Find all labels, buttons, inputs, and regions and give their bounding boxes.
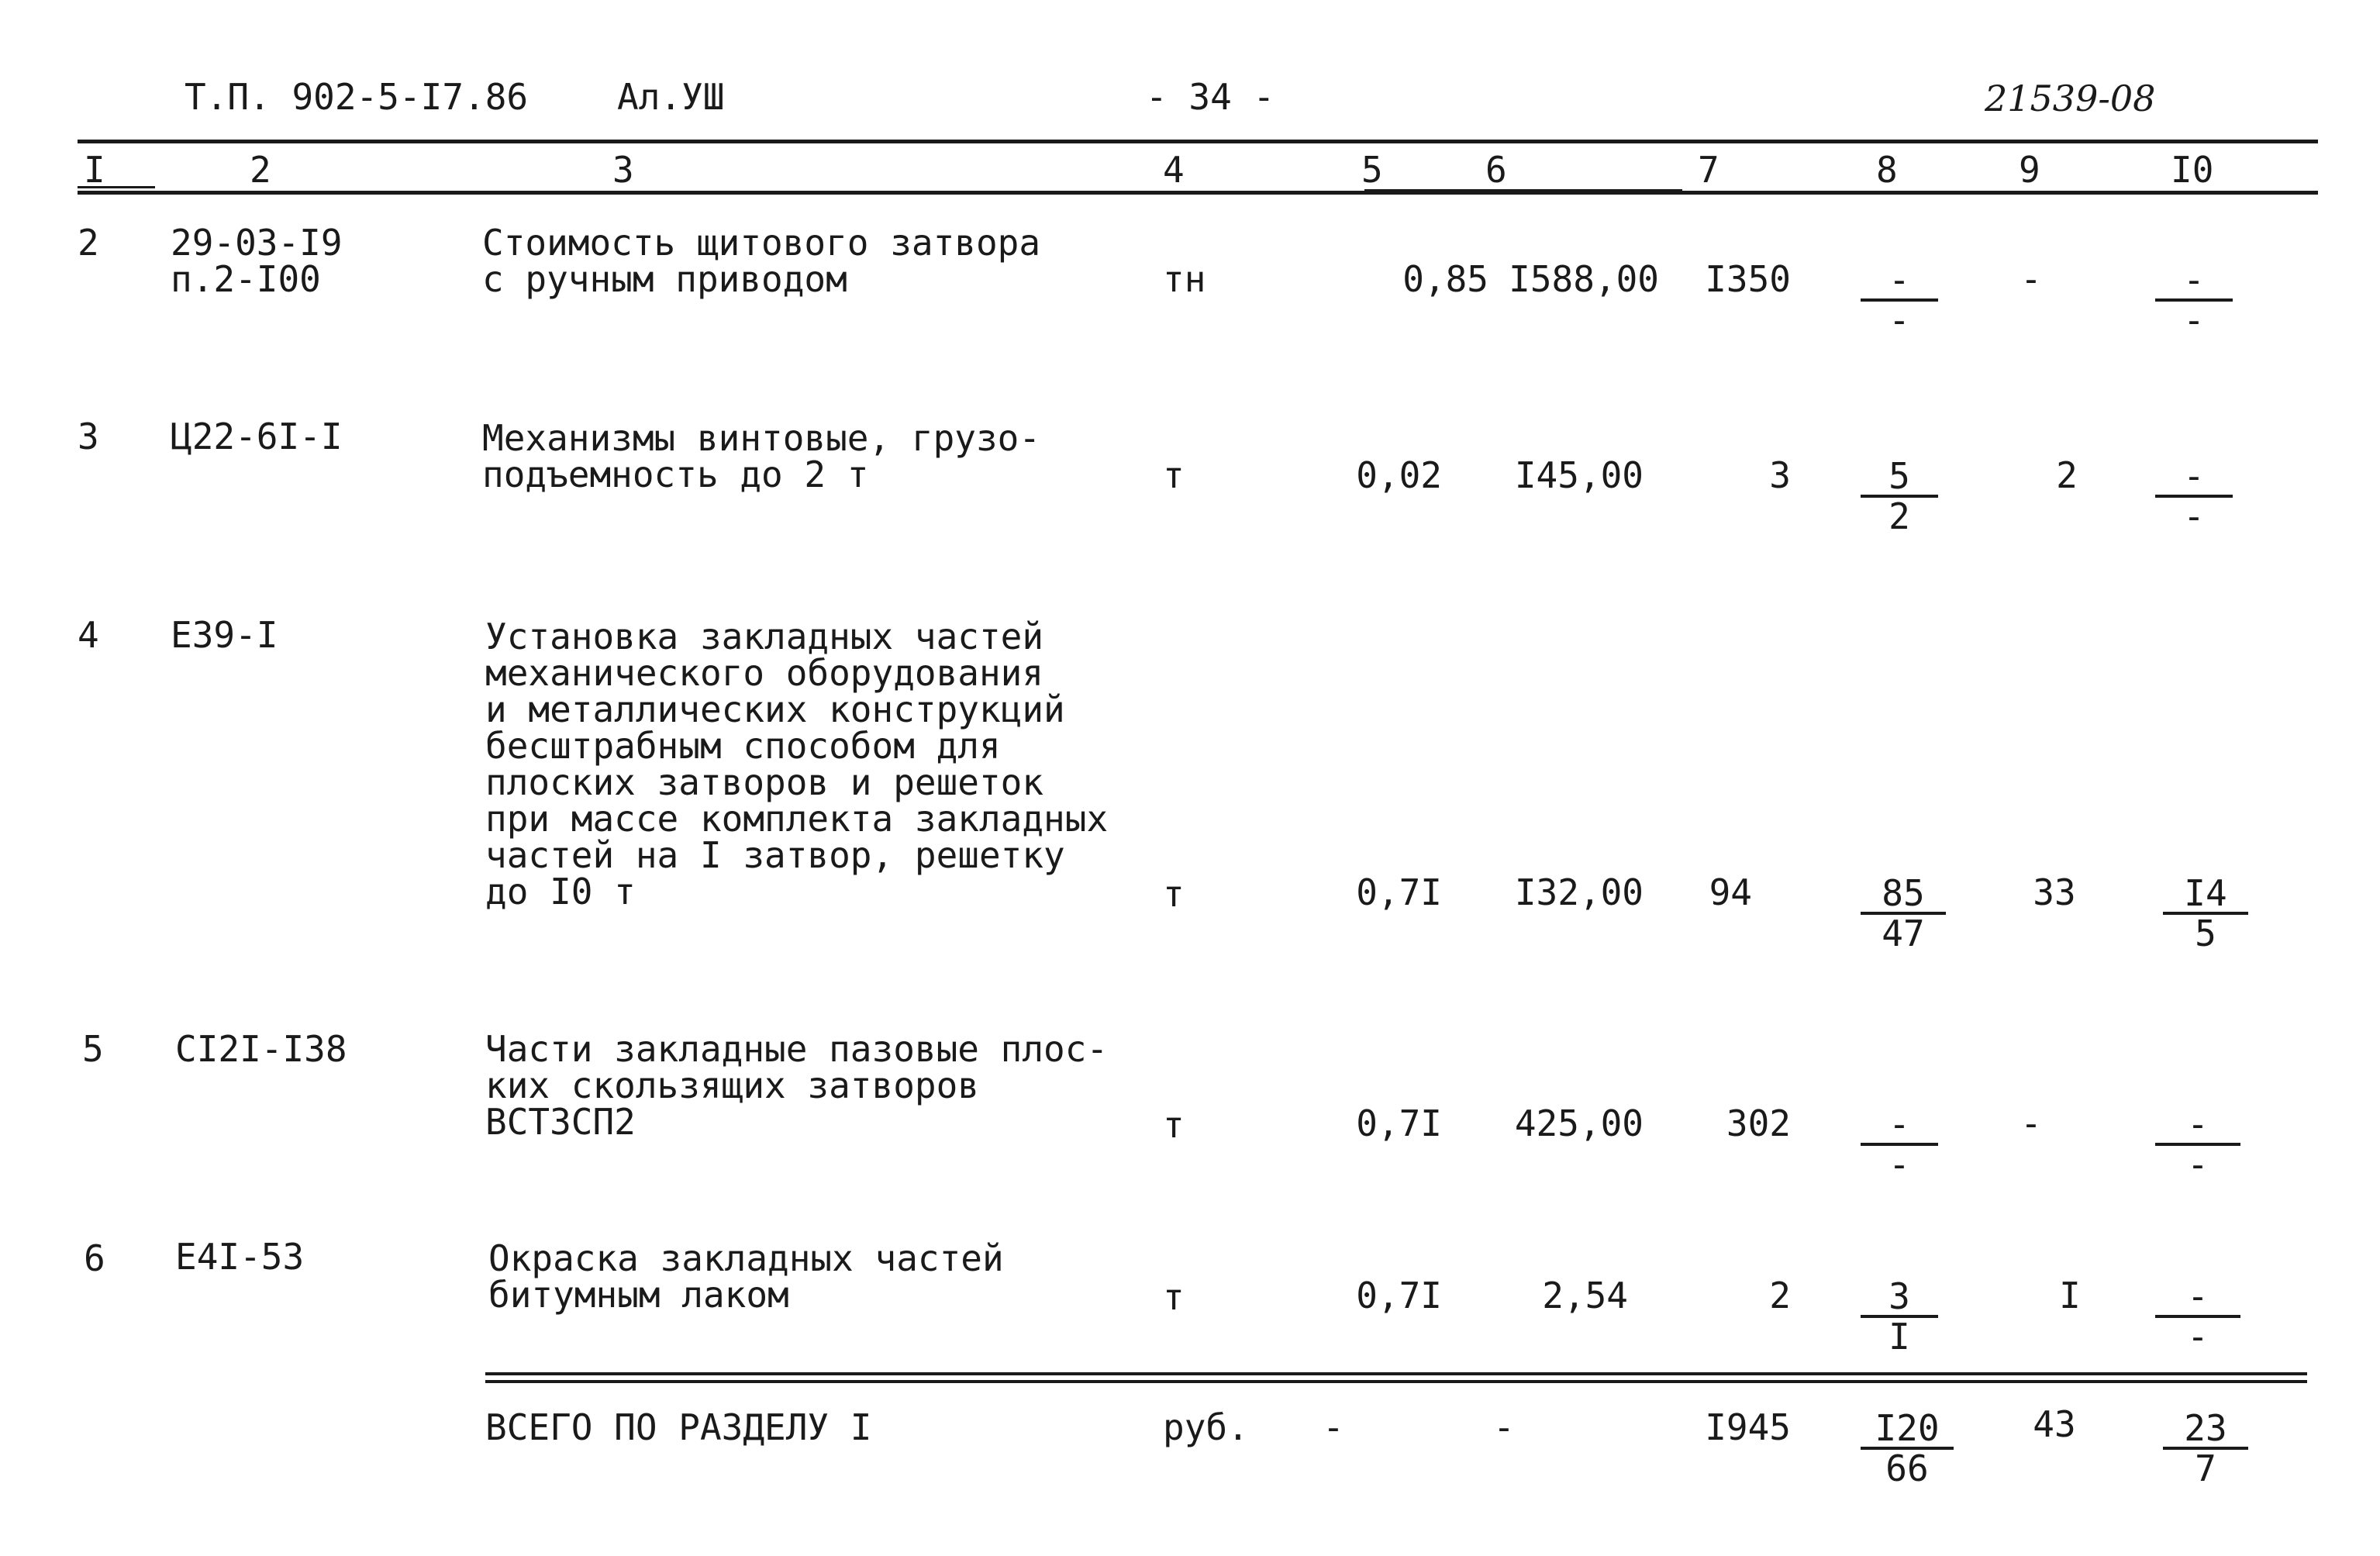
col10-fraction xyxy=(2155,261,2233,339)
row-number: 4 xyxy=(78,614,99,656)
fraction-denominator: 2 xyxy=(1888,495,1910,537)
fraction-denominator: - xyxy=(2183,299,2205,341)
total-separator-rule xyxy=(485,1380,2307,1383)
fraction-numerator: - xyxy=(1861,1106,1938,1146)
row-number: 3 xyxy=(78,416,99,457)
fraction-numerator: I4 xyxy=(2163,875,2248,915)
rate-code: Ц22-6I-I xyxy=(171,416,343,457)
item-description: ких скользящих затворов xyxy=(485,1064,979,1106)
quantity: 0,85 xyxy=(1402,258,1488,300)
col10-fraction xyxy=(2155,457,2233,535)
col8-fraction xyxy=(1861,1275,1938,1358)
fraction-denominator: - xyxy=(2187,1144,2209,1185)
item-description: при массе комплекта закладных xyxy=(485,798,1109,840)
unit: т xyxy=(1163,454,1185,496)
fraction-numerator: I20 xyxy=(1861,1409,1954,1450)
fraction-numerator: 23 xyxy=(2163,1409,2248,1450)
fraction-denominator: 66 xyxy=(1885,1447,1929,1489)
column-number: 9 xyxy=(2019,149,2040,191)
col9-value: 33 xyxy=(2033,871,2076,913)
item-description: Механизмы винтовые, грузо- xyxy=(482,417,1041,459)
rate-code: 29-03-I9 xyxy=(171,222,343,264)
col8-fraction xyxy=(1861,1409,1954,1487)
column-number: 6 xyxy=(1485,149,1507,191)
fraction-denominator: 7 xyxy=(2195,1447,2216,1489)
fraction-numerator: - xyxy=(2155,1278,2240,1318)
item-description: механического оборудования xyxy=(485,652,1044,694)
fraction-numerator: 3 xyxy=(1861,1278,1938,1318)
fraction-denominator: 5 xyxy=(2195,913,2216,954)
col8-fraction xyxy=(1861,261,1938,339)
unit-price: 2,54 xyxy=(1542,1275,1628,1316)
column-number: I xyxy=(84,149,105,191)
fraction-denominator: - xyxy=(2187,1316,2209,1358)
column-number: 8 xyxy=(1876,149,1898,191)
fraction-denominator: 47 xyxy=(1882,913,1925,954)
fraction-numerator: - xyxy=(1861,261,1938,302)
quantity: 0,7I xyxy=(1356,1275,1442,1316)
document-code: Т.П. 902-5-I7.86 xyxy=(185,76,529,118)
unit: т xyxy=(1163,1104,1185,1146)
column-number: 5 xyxy=(1361,149,1383,191)
col-6-underline xyxy=(1364,189,1682,191)
fraction-denominator: I xyxy=(1888,1316,1910,1358)
item-description: Части закладные пазовые плос- xyxy=(485,1028,1109,1070)
rate-code: п.2-I00 xyxy=(171,258,321,300)
column-number: 7 xyxy=(1698,149,1719,191)
column-number: 4 xyxy=(1163,149,1185,191)
total-cost: 3 xyxy=(1769,454,1791,496)
item-description: с ручным приводом xyxy=(482,258,847,300)
total-unit: руб. xyxy=(1163,1406,1249,1448)
rate-code: СI2I-I38 xyxy=(175,1028,347,1070)
item-description: битумным лаком xyxy=(488,1274,789,1316)
item-description: до I0 т xyxy=(485,871,636,913)
fraction-denominator: - xyxy=(1888,299,1910,341)
fraction-numerator: - xyxy=(2155,457,2233,498)
item-description: Стоимость щитового затвора xyxy=(482,222,1041,264)
unit: тн xyxy=(1163,258,1206,300)
total-cost: 2 xyxy=(1769,1275,1791,1316)
total-cost: 302 xyxy=(1726,1102,1791,1144)
col9-value: - xyxy=(2020,1102,2042,1144)
col10-fraction xyxy=(2155,1275,2240,1358)
unit-price: I32,00 xyxy=(1514,871,1644,913)
item-description: плоских затворов и решеток xyxy=(485,761,1044,803)
rate-code: Е39-I xyxy=(171,614,278,656)
quantity: 0,7I xyxy=(1356,871,1442,913)
fraction-denominator: - xyxy=(1888,1144,1910,1185)
col9-value: 43 xyxy=(2033,1403,2076,1445)
column-number: 3 xyxy=(612,149,634,191)
total-separator-rule xyxy=(485,1372,2307,1375)
quantity: 0,02 xyxy=(1356,454,1442,496)
rate-code: Е4I-53 xyxy=(175,1236,305,1278)
total-quantity: - xyxy=(1323,1406,1344,1448)
item-description: частей на I затвор, решетку xyxy=(485,834,1065,876)
fraction-numerator: 85 xyxy=(1861,875,1946,915)
fraction-numerator: 5 xyxy=(1861,457,1938,498)
total-cost: 94 xyxy=(1709,871,1752,913)
unit-price: I588,00 xyxy=(1509,258,1659,300)
unit: т xyxy=(1163,1276,1185,1318)
header-top-rule xyxy=(78,140,2318,143)
fraction-numerator: - xyxy=(2155,261,2233,302)
row-number: 6 xyxy=(84,1237,105,1279)
total-cost: I350 xyxy=(1705,258,1791,300)
unit-price: I45,00 xyxy=(1514,454,1644,496)
fraction-numerator: - xyxy=(2155,1106,2240,1146)
col8-fraction xyxy=(1861,457,1938,535)
col10-fraction xyxy=(2163,872,2248,954)
row-number: 5 xyxy=(82,1028,104,1070)
registration-number: 21539-08 xyxy=(1985,78,2156,119)
unit-price: 425,00 xyxy=(1514,1102,1644,1144)
item-description: бесштрабным способом для xyxy=(485,725,1001,767)
column-number: I0 xyxy=(2171,149,2214,191)
col8-fraction xyxy=(1861,872,1946,954)
item-description: и металлических конструкций xyxy=(485,688,1065,730)
unit: т xyxy=(1163,873,1185,915)
item-description: Окраска закладных частей xyxy=(488,1237,1004,1279)
column-number: 2 xyxy=(250,149,271,191)
quantity: 0,7I xyxy=(1356,1102,1442,1144)
item-description: ВСТ3СП2 xyxy=(485,1101,636,1143)
total-unit-price: - xyxy=(1493,1406,1515,1448)
item-description: подъемность до 2 т xyxy=(482,454,869,495)
header-bottom-rule xyxy=(78,191,2318,195)
total-cost: I945 xyxy=(1705,1406,1791,1448)
col9-value: 2 xyxy=(2056,454,2078,496)
fraction-denominator: - xyxy=(2183,495,2205,537)
col9-value: - xyxy=(2020,258,2042,300)
total-label: ВСЕГО ПО РАЗДЕЛУ I xyxy=(485,1406,872,1448)
album-number: Ал.УШ xyxy=(617,76,725,118)
col10-fraction xyxy=(2155,1103,2240,1185)
col10-fraction xyxy=(2163,1409,2248,1487)
item-description: Установка закладных частей xyxy=(485,616,1044,657)
page-number: - 34 - xyxy=(1146,76,1275,118)
col9-value: I xyxy=(2059,1275,2081,1316)
col8-fraction xyxy=(1861,1103,1938,1185)
row-number: 2 xyxy=(78,222,99,264)
